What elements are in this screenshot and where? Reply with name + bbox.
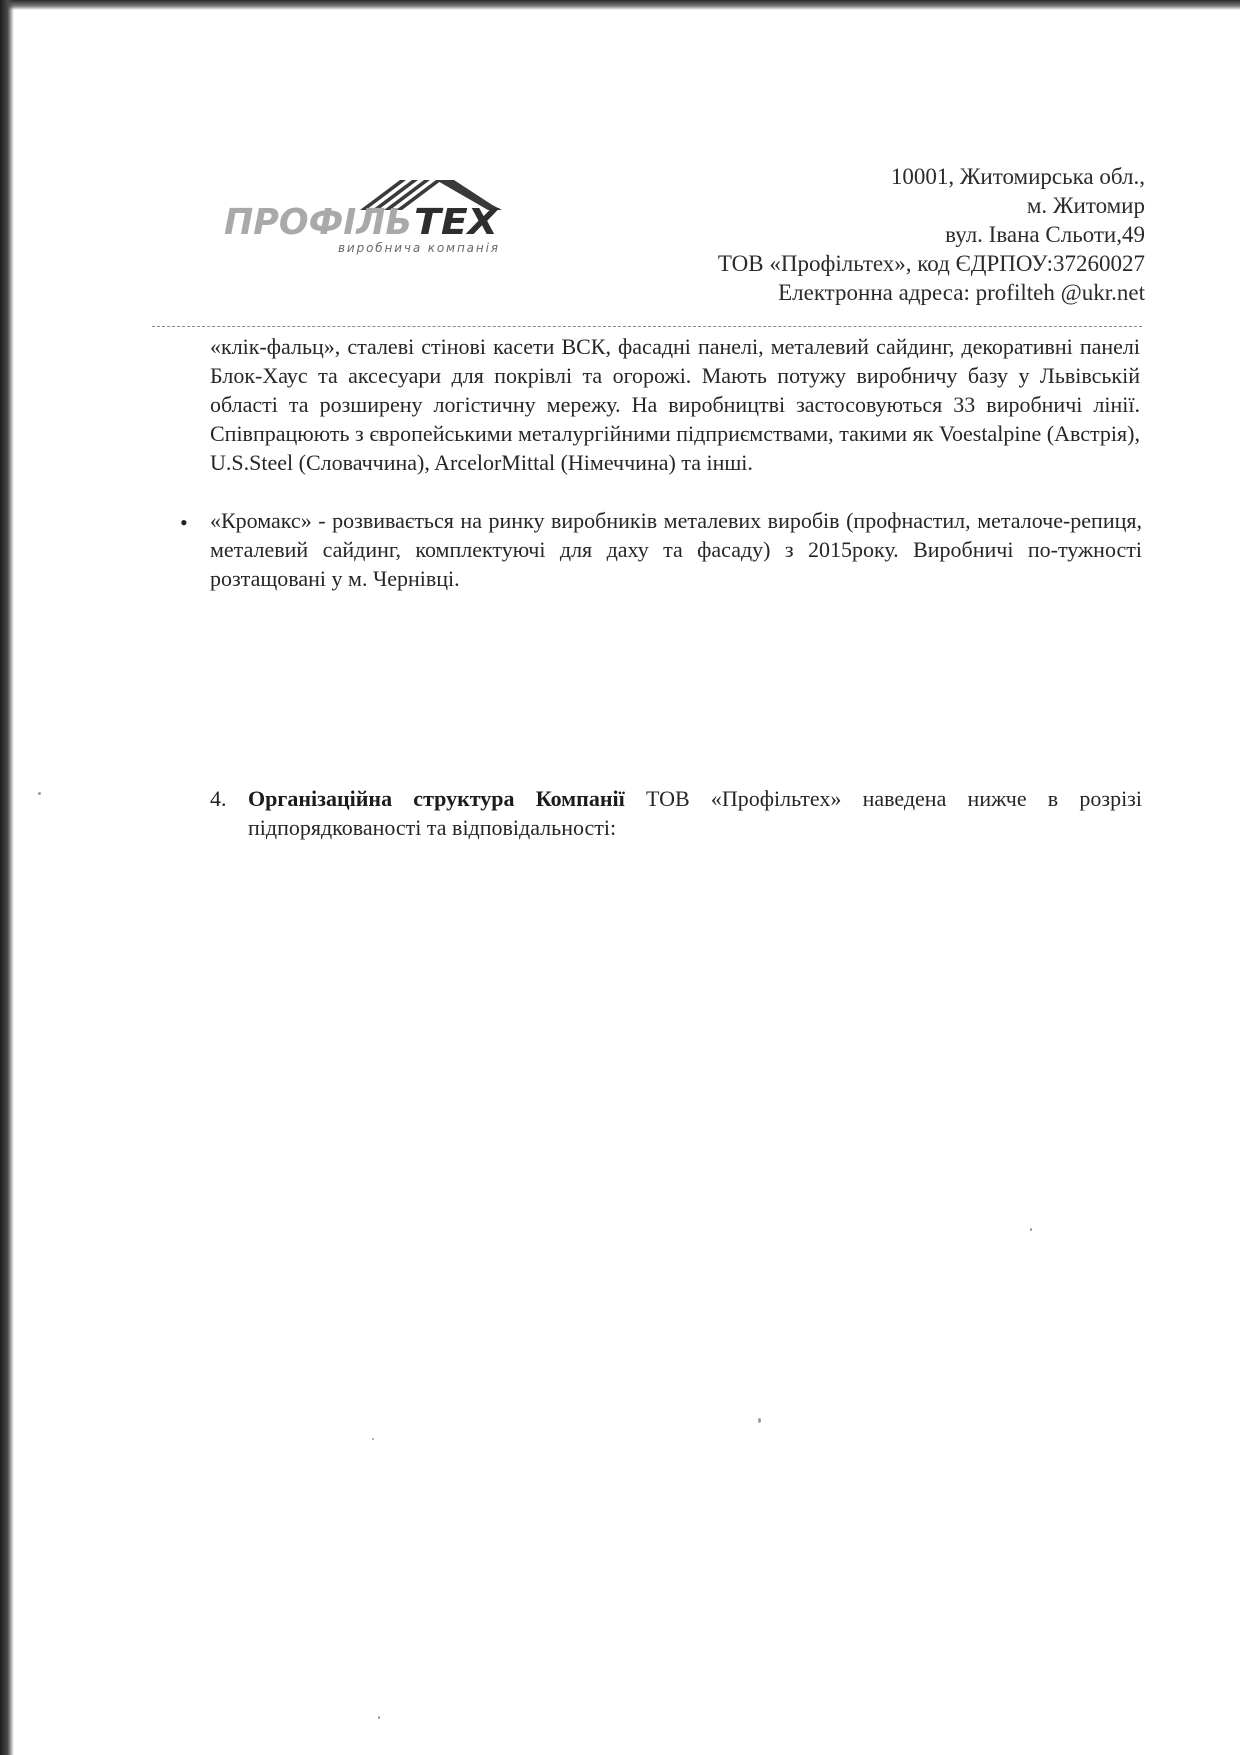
- logo-wordmark-bold: ТЕХ: [414, 202, 501, 243]
- scan-speck: [758, 1418, 761, 1423]
- header-divider: [152, 326, 1142, 327]
- bullet-text: «Кромакс» - розвивається на ринку виробників металевих виробів (профнастил, металоче-репиця, металевий сайдинг, комплектуючі для даху та фасаду) з 2015року. Виробничі по-тужності розтащовані у м. Чернівці.: [210, 508, 1142, 591]
- logo-graphic: [222, 170, 582, 270]
- scan-speck: [378, 1716, 380, 1719]
- paragraph-continuation: «клік-фальц», сталеві стінові касети ВСК, фасадні панелі, металевий сайдинг, декоративні панелі Блок-Хаус та аксесуари для покрівлі та огорожі. Мають потужу виробничу базу у Львівській області та розширену логістичну мережу. На виробництві застосовуються 33 виробничі лінії. Співпрацюють з європейськими металургійними підприємствами, такими як Voestalpine (Австрія), U.S.Steel (Словаччина), ArcelorMittal (Німеччина) та інші.: [210, 334, 1140, 475]
- scan-speck: [1030, 1228, 1032, 1231]
- scan-edge-left: [0, 0, 14, 1755]
- address-street: вул. Івана Сльоти,49: [945, 222, 1145, 247]
- section-title: Організаційна структура Компанії: [248, 786, 625, 811]
- address-city: м. Житомир: [1026, 193, 1145, 218]
- company-email: Електронна адреса: profilteh @ukr.net: [778, 280, 1145, 305]
- logo-tagline: виробнича компанія: [338, 241, 498, 255]
- address-region: 10001, Житомирська обл.,: [890, 164, 1145, 189]
- address-block: [718, 162, 1145, 307]
- company-logo: [222, 170, 582, 270]
- section-paragraph: [248, 784, 1142, 842]
- scan-speck: [38, 792, 41, 795]
- section-number: 4.: [210, 786, 227, 811]
- section-body: ТОВ «Профільтех» наведена нижче в розрізі підпорядкованості та відповідальності:: [248, 786, 1142, 840]
- scan-speck: [372, 1438, 374, 1440]
- logo-wordmark-light: ПРОФІЛЬ: [224, 202, 412, 243]
- scan-edge-top: [0, 0, 1240, 10]
- bullet-marker: •: [180, 510, 188, 535]
- company-code: ТОВ «Профільтех», код ЄДРПОУ:37260027: [717, 251, 1145, 276]
